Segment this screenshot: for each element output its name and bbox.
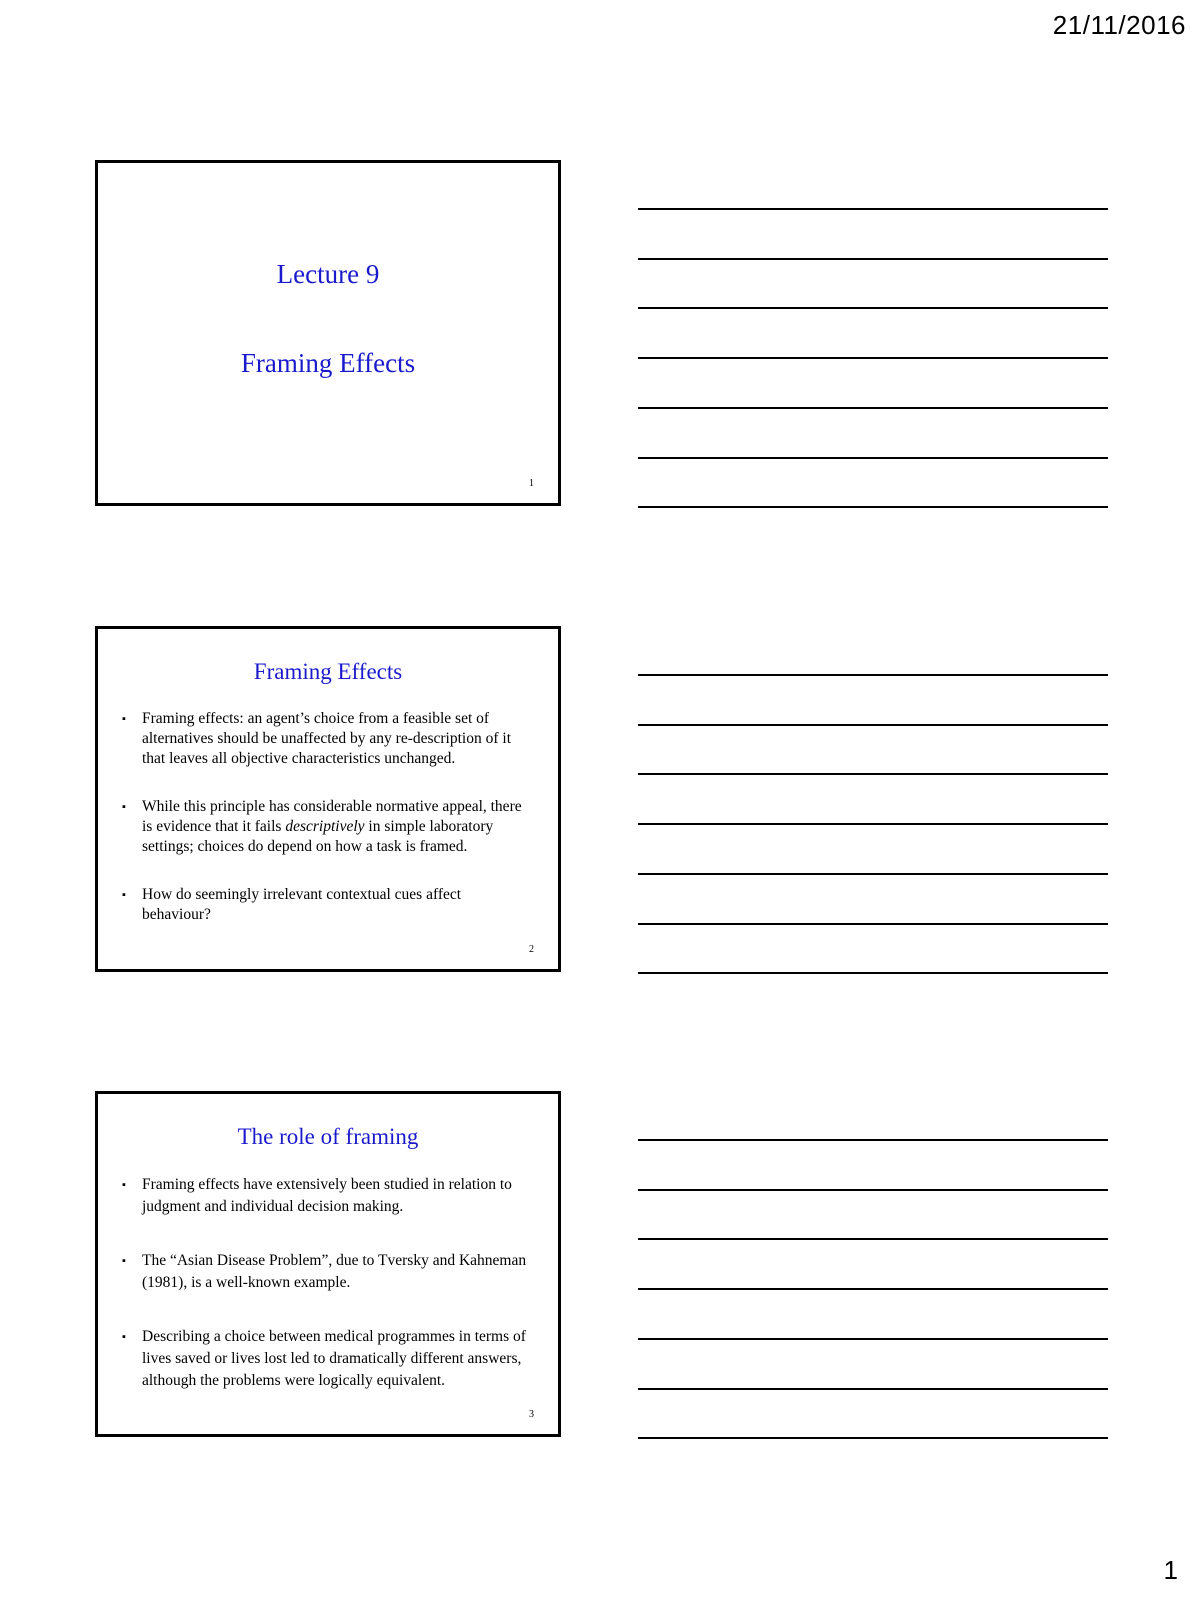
note-line xyxy=(638,1288,1108,1290)
list-item xyxy=(120,885,530,925)
note-line xyxy=(638,1238,1108,1240)
list-item xyxy=(120,1250,530,1294)
bullet-icon: ▪ xyxy=(122,1179,126,1191)
note-line xyxy=(638,1139,1108,1141)
slide-number: 3 xyxy=(529,1409,534,1420)
note-line xyxy=(638,823,1108,825)
bullet-text: Framing effects have extensively been studied in relation to judgment and individual decision making. xyxy=(142,1176,512,1215)
page-number: 1 xyxy=(1163,1555,1178,1585)
bullet-text: Describing a choice between medical programmes in terms of lives saved or lives lost led to dramatically different answers, although the problems were logically equivalent. xyxy=(142,1328,526,1389)
slide-number: 2 xyxy=(529,944,534,955)
note-line xyxy=(638,1388,1108,1390)
bullet-text: How do seemingly irrelevant contextual cues affect behaviour? xyxy=(142,886,462,923)
note-line xyxy=(638,1338,1108,1340)
note-line xyxy=(638,307,1108,309)
bullet-icon: ▪ xyxy=(122,889,126,901)
note-line xyxy=(638,357,1108,359)
slide-3 xyxy=(95,1091,561,1437)
note-line xyxy=(638,1437,1108,1439)
note-line xyxy=(638,506,1108,508)
list-item xyxy=(120,709,530,769)
note-line xyxy=(638,972,1108,974)
list-item xyxy=(120,1326,530,1392)
bullet-text: The “Asian Disease Problem”, due to Tversky and Kahneman (1981), is a well-known example. xyxy=(142,1252,527,1291)
slide-2 xyxy=(95,626,561,972)
slide-number: 1 xyxy=(529,478,534,489)
slide-title: Framing Effects xyxy=(253,659,403,684)
note-line xyxy=(638,724,1108,726)
note-line xyxy=(638,773,1108,775)
bullet-icon: ▪ xyxy=(122,1255,126,1267)
note-line xyxy=(638,923,1108,925)
page-date: 21/11/2016 xyxy=(1052,10,1186,40)
note-line xyxy=(638,1189,1108,1191)
slide-1 xyxy=(95,160,561,506)
bullet-icon: ▪ xyxy=(122,713,126,725)
slide-title: The role of framing xyxy=(237,1124,419,1149)
bullet-text: Framing effects: an agent’s choice from a feasible set of alternatives should be unaffected by any re-description of it that leaves all objective characteristics unchanged. xyxy=(142,710,512,767)
bullet-text: While this principle has considerable normative appeal, there is evidence that it fails descriptively in simple laboratory settings; choices do depend on how a task is framed. xyxy=(142,798,522,855)
note-line xyxy=(638,407,1108,409)
list-item xyxy=(120,1174,530,1218)
note-line xyxy=(638,457,1108,459)
bullet-list xyxy=(120,709,530,953)
emphasized-word: descriptively xyxy=(285,818,365,835)
lecture-topic: Framing Effects xyxy=(240,348,416,378)
note-line xyxy=(638,258,1108,260)
list-item xyxy=(120,797,530,857)
lecture-number: Lecture 9 xyxy=(276,259,380,289)
note-line xyxy=(638,674,1108,676)
note-line xyxy=(638,208,1108,210)
bullet-icon: ▪ xyxy=(122,801,126,813)
note-line xyxy=(638,873,1108,875)
bullet-list xyxy=(120,1174,530,1424)
bullet-icon: ▪ xyxy=(122,1331,126,1343)
